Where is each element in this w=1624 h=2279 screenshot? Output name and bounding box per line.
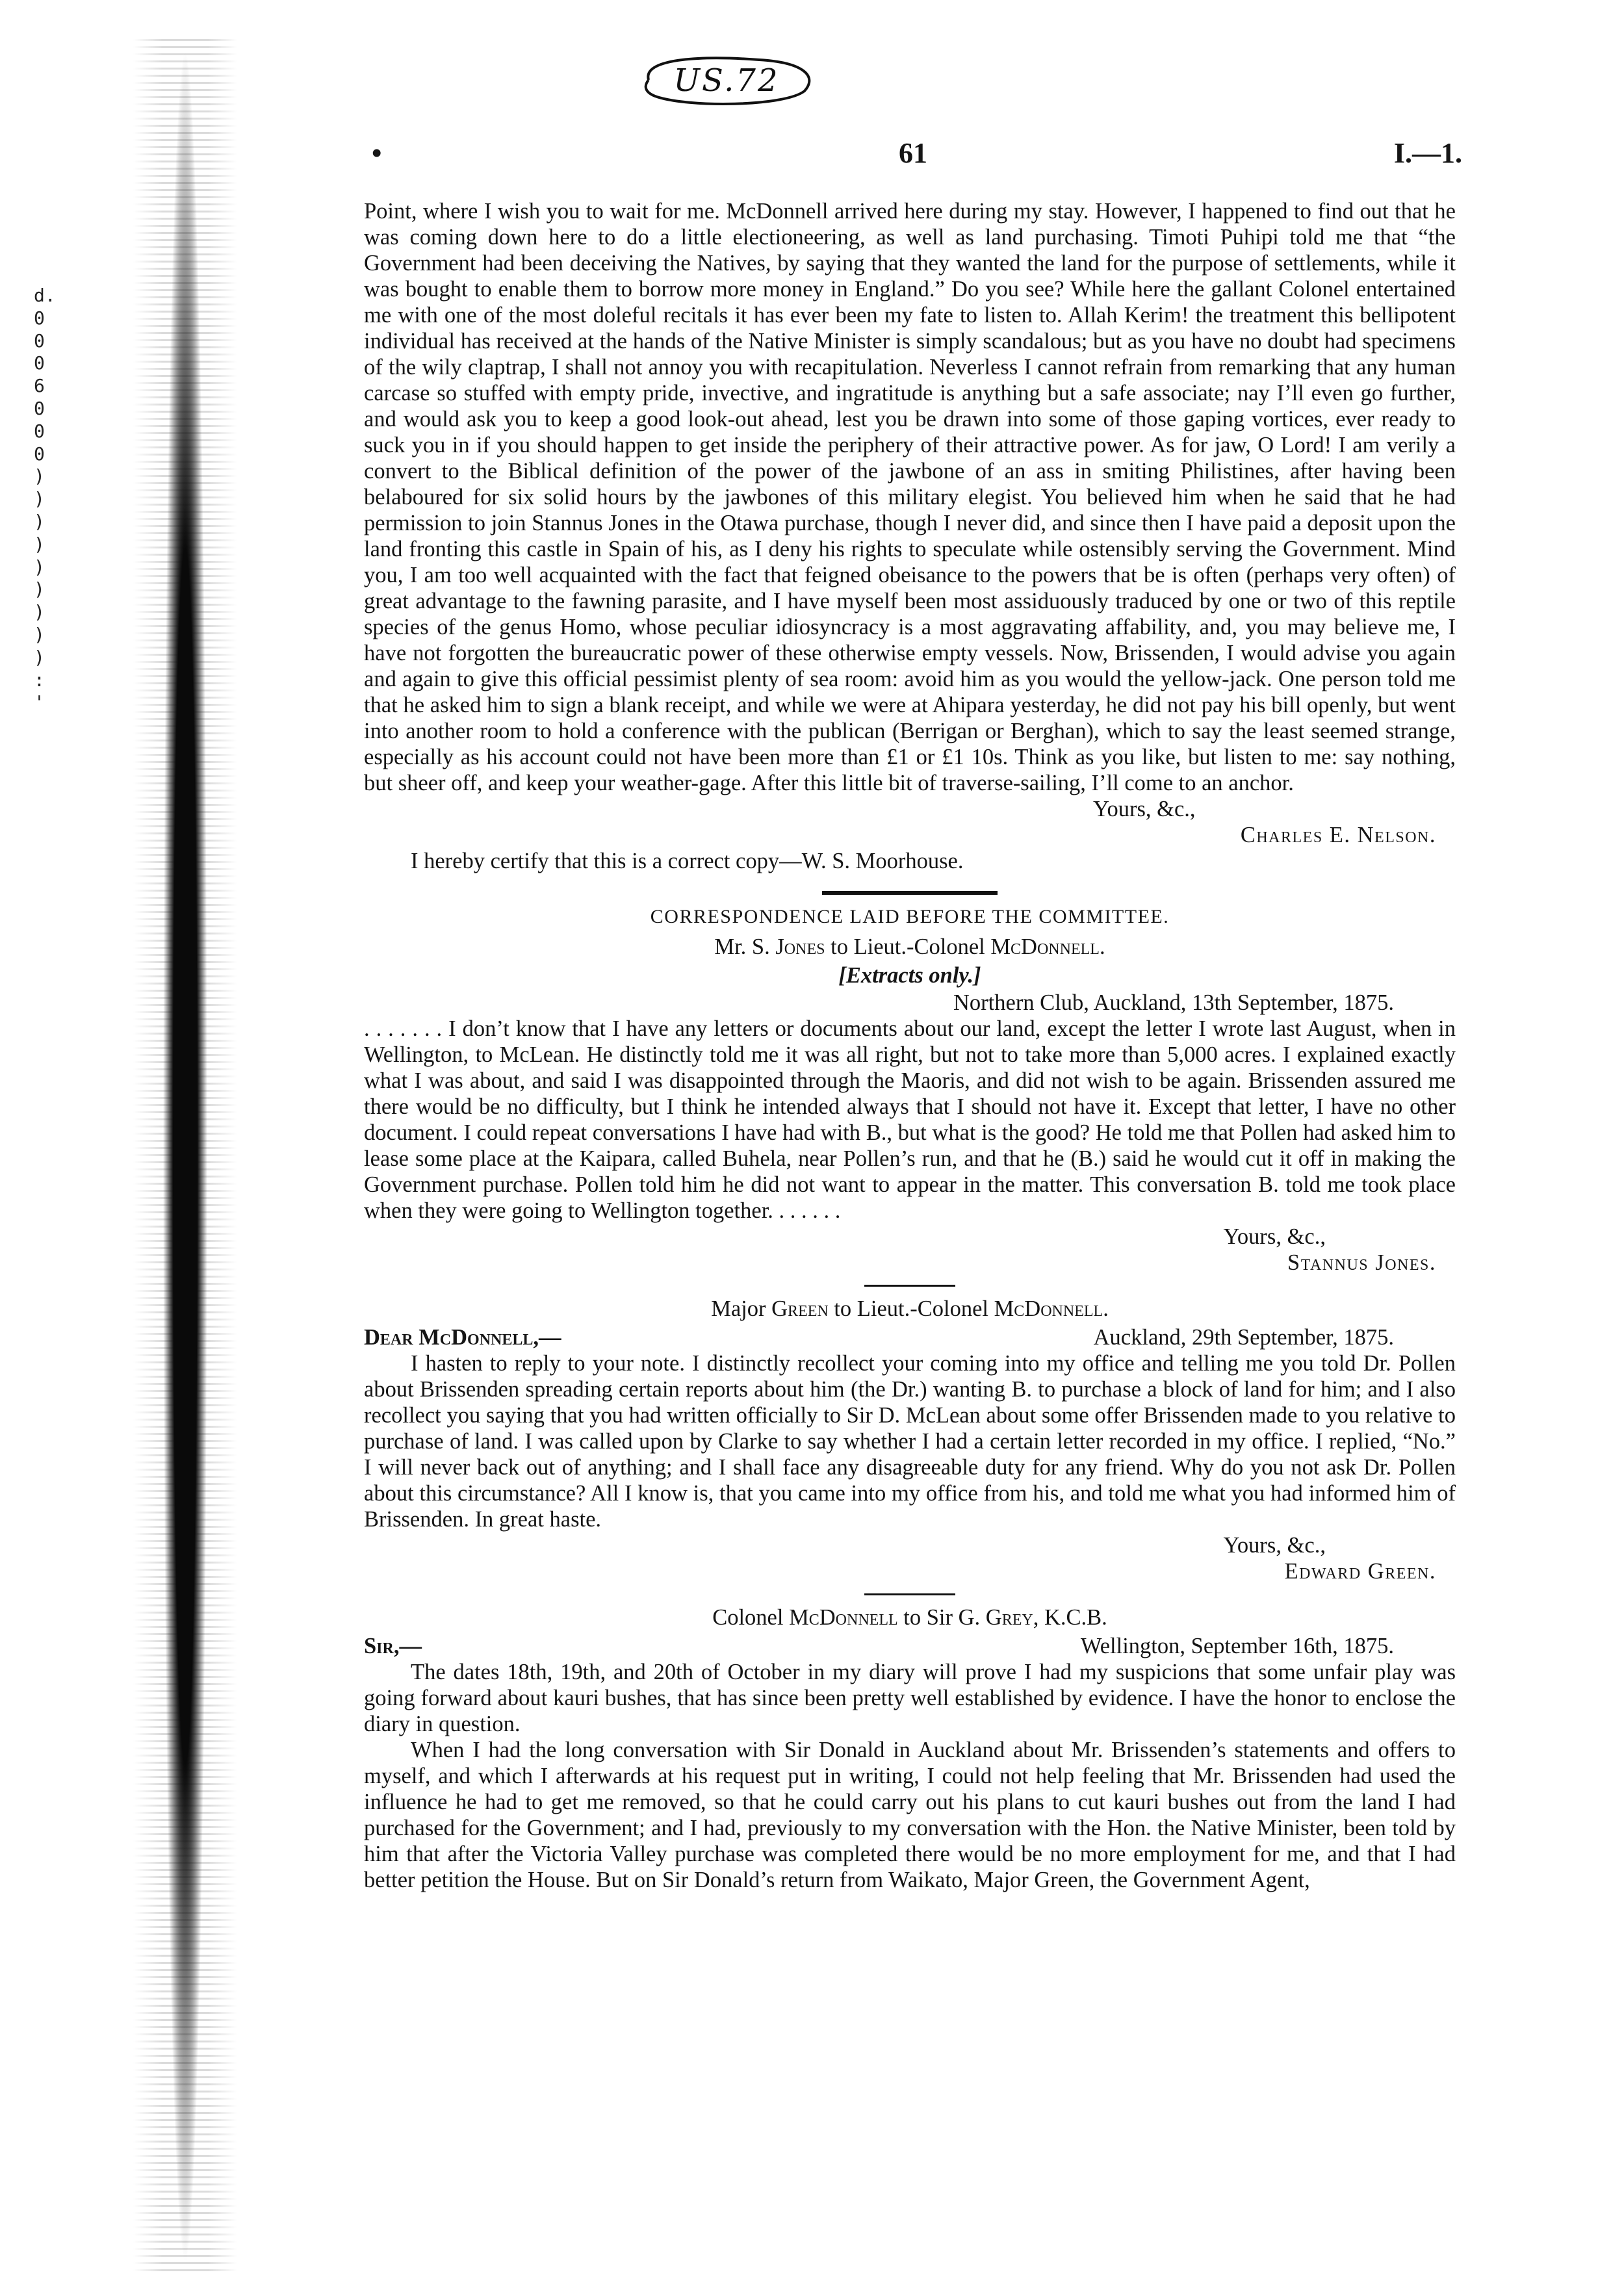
heading-text: to Lieut.-Colonel: [825, 934, 991, 959]
letter2-dateline: Northern Club, Auckland, 13th September, 1875.: [953, 990, 1394, 1015]
heading-text: to Sir G.: [897, 1605, 986, 1630]
section-divider: [822, 891, 998, 895]
margin-char: ): [34, 578, 45, 600]
margin-char: d.: [34, 285, 56, 306]
heading-name: Grey: [985, 1605, 1033, 1630]
margin-char: 0: [34, 307, 45, 329]
heading-name: McDonnell: [990, 934, 1100, 959]
letter4-salutation-row: [364, 1633, 1456, 1659]
margin-char: ): [34, 646, 45, 668]
letter4-salutation: Sir,—: [364, 1634, 422, 1658]
margin-char: ): [34, 510, 45, 532]
letter3-salutation-row: [364, 1324, 1456, 1350]
letter-divider: [864, 1285, 955, 1287]
stamp-text: US.72: [673, 62, 780, 99]
margin-char: ): [34, 488, 45, 510]
margin-char: ): [34, 465, 45, 487]
margin-char: ): [34, 533, 45, 555]
certification-line: I hereby certify that this is a correct copy—W. S. Moorhouse.: [411, 849, 964, 873]
margin-characters: [34, 285, 60, 714]
margin-char: ): [34, 623, 45, 645]
margin-char: ): [34, 601, 45, 623]
letter1-body: Point, where I wish you to wait for me. McDonnell arrived here during my stay. However, I happened to find out that he was coming down here to do a little electioneering, as well as land purchasing. Timoti Puhipi told me that “the Government had been deceiving the Natives, by saying that they wanted the land for the purpose of settlements, while it was bought to enable them to borrow more money in England.” Do you see? While here the gallant Colonel entertained me with one of the most doleful recitals it has ever been my fate to listen to. Allah Kerim! the treatment this bellipotent individual has received at the hands of the Native Minister is simply scandalous; but as you have no doubt had specimens of the wily claptrap, I shall not annoy you with recapitulation. Neverless I cannot refrain from remarking that any human carcase so stuffed with empty pride, invective, and ingratitude is anything but a safe associate; nay I’ll even go further, and would ask you to keep a good look-out ahead, lest you be drawn into some of those gaping vortices, ever ready to suck you in if you should happen to get inside the periphery of their attractive power. As for jaw, O Lord! I am verily a convert to the Biblical definition of the power of the jawbone of an ass in smiting Philistines, after having been belaboured for six solid hours by the jawbones of this military elegist. You believed him when he said that he had permission to join Stannus Jones in the Otawa purchase, though I never did, and since then I have paid a deposit upon the land fronting this castle in Spain of his, as I deny his rights to speculate while ostensibly serving the Government. Mind you, I am too well acquainted with the fact that feigned obeisance to the powers that be is often (perhaps very often) of great advantage to the fawning parasite, and I have myself been most assiduously traduced by one or two of this reptile species of the genus Homo, whose peculiar idiosyncracy is a most aggravating affability, and, you may believe me, I have not forgotten the bureaucratic power of these otherwise empty vessels. Now, Brissenden, I would advise you again and again to give this official pessimist plenty of sea room: avoid him as you would the yellow-jack. One person told me that he asked him to sign a blank receipt, and while we were at Ahipara yesterday, he did not pay his bill openly, but went into another room to hold a conference with the publican (Berrigan or Berghan), which to say the least seemed strange, especially as his account could not have been more than £1 or £1 10s. Think as you like, but listen to me: say nothing, but sheer off, and keep your weather-gage. After this little bit of traverse-sailing, I’ll come to an anchor.: [364, 199, 1456, 795]
heading-text: to Lieut.-Colonel: [828, 1296, 994, 1321]
letter4-paragraph-1: The dates 18th, 19th, and 20th of October in my diary will prove I had my suspicions that some unfair play was going forward about kauri bushes, that has since been pretty well established by evidence. I have the honor to enclose the diary in question.: [364, 1660, 1456, 1736]
letter3-body: I hasten to reply to your note. I distinctly recollect your coming into my office and telling me you told Dr. Pollen about Brissenden spreading certain reports about him (the Dr.) wanting B. to purchase a block of land for him; and I also recollect you saying that you had written officially to Sir D. McLean about some offer Brissenden made to you relative to purchase of land. I was called upon by Clarke to say whether I had a certain letter recorded in my office. I replied, “No.” I will never back out of anything; and I shall face any disagreeable duty for any friend. Why do you not ask Dr. Pollen about this circumstance? All I know is, that you came into my office from his, and told me what you had informed him of Brissenden. In great haste.: [364, 1351, 1456, 1532]
heading-name: Green: [771, 1296, 829, 1321]
binding-shadow: [133, 39, 237, 2274]
margin-char: 6: [34, 375, 45, 397]
extracts-note: [Extracts only.]: [838, 963, 981, 988]
heading-text: , K.C.B.: [1033, 1605, 1107, 1630]
page-number: 61: [899, 137, 927, 169]
letter3-dateline: Auckland, 29th September, 1875.: [1093, 1325, 1394, 1350]
letter2-signature: Stannus Jones.: [1287, 1250, 1436, 1275]
handwritten-stamp: [629, 51, 824, 109]
margin-char: ): [34, 556, 45, 578]
letter1-signature: Charles E. Nelson.: [1240, 823, 1436, 847]
letter1-closing-row: [364, 796, 1456, 822]
margin-char: 0: [34, 420, 45, 442]
letter3-heading: [364, 1296, 1456, 1322]
heading-name: Jones: [775, 934, 825, 959]
section-title: CORRESPONDENCE LAID BEFORE THE COMMITTEE.: [650, 906, 1170, 927]
heading-text: .: [1099, 934, 1105, 959]
heading-text: Mr. S.: [714, 934, 776, 959]
letter4-paragraph-2: When I had the long conversation with Sir Donald in Auckland about Mr. Brissenden’s statements and offers to myself, and which I afterwards at his request put in writing, I could not help feeling that Mr. Brissenden had used the influence he had to get me removed, so that he could carry out his plans to cut kauri bushes out from the land I had purchased for the Government; and I had, previously to my conversation with the Hon. the Native Minister, been told by him that after the Victoria Valley purchase was completed there would be no more employment for me, and that I had better petition the House. But on Sir Donald’s return from Waikato, Major Green, the Government Agent,: [364, 1738, 1456, 1892]
document-reference: I.—1.: [1393, 137, 1462, 169]
letter3-signature: Edward Green.: [1284, 1559, 1436, 1584]
heading-text: Colonel: [712, 1605, 790, 1630]
letter-divider: [864, 1593, 955, 1595]
heading-name: McDonnell: [994, 1296, 1103, 1321]
letter3-closing: Yours, &c.,: [1223, 1533, 1326, 1558]
header-dot: •: [372, 137, 382, 169]
margin-char: :: [34, 669, 45, 691]
margin-char: ': [34, 691, 45, 714]
letter2-body: . . . . . . . I don’t know that I have any letters or documents about our land, except the letter I wrote last August, when in Wellington, to McLean. He distinctly told me it was all right, but not to take more than 5,000 acres. I explained exactly what I was about, and said I was disappointed through the Maoris, and did not wish to be again. Brissenden assured me there would be no difficulty, but I think he intended always that I should not have it. Except that letter, I have no other document. I could repeat conversations I have had with B., but what is the good? He told me that Pollen had asked him to lease some place at the Kaipara, called Buhela, near Pollen’s run, and that he (B.) said he would cut it off in making the Government purchase. Pollen told him he did not want to appear in the matter. This conversation B. told me took place when they were going to Wellington together. . . . . . .: [364, 1016, 1456, 1223]
letter4-heading: [364, 1604, 1456, 1630]
heading-text: .: [1103, 1296, 1109, 1321]
page-header: [364, 136, 1462, 175]
heading-name: McDonnell: [789, 1605, 898, 1630]
margin-char: 0: [34, 329, 45, 352]
margin-char: 0: [34, 443, 45, 465]
letter3-salutation: Dear McDonnell,—: [364, 1325, 561, 1350]
heading-text: Major: [711, 1296, 772, 1321]
margin-char: 0: [34, 397, 45, 419]
letter2-heading: [364, 934, 1456, 960]
letter1-closing: Yours, &c.,: [1093, 797, 1196, 821]
page-content: [364, 198, 1456, 1893]
letter2-closing: Yours, &c.,: [1223, 1224, 1326, 1249]
letter4-dateline: Wellington, September 16th, 1875.: [1080, 1634, 1394, 1658]
margin-char: 0: [34, 352, 45, 374]
